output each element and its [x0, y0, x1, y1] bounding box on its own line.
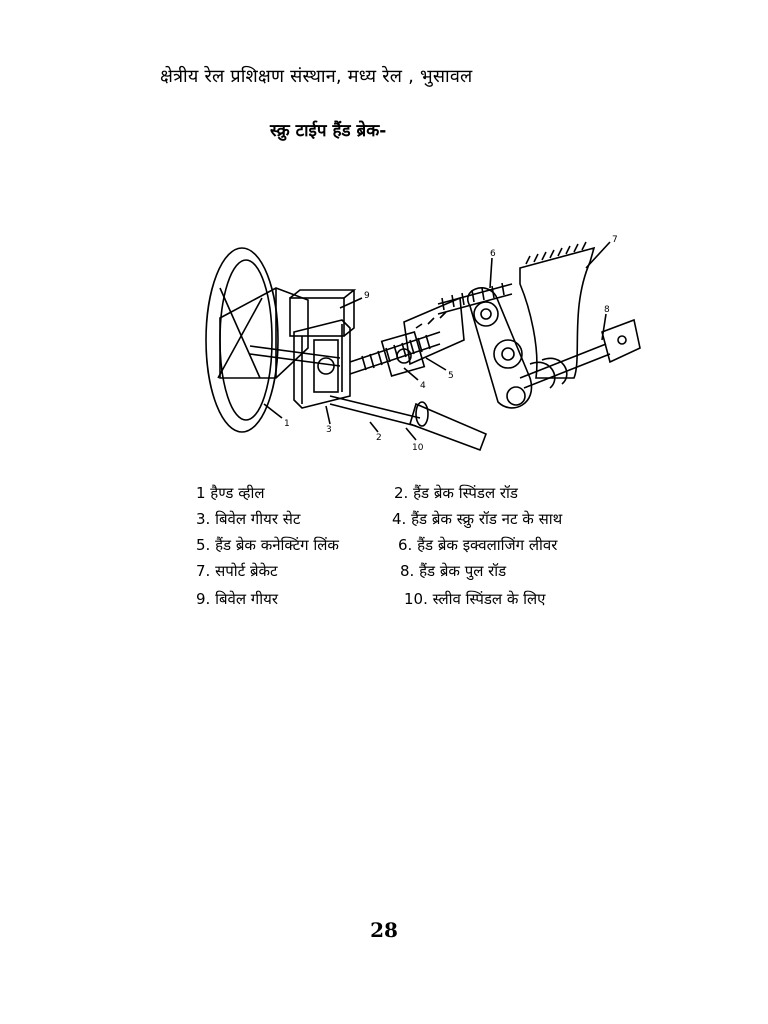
callout-7: 7	[612, 235, 618, 245]
callout-leader	[406, 428, 416, 440]
callout-9: 9	[364, 291, 370, 301]
hand-brake-illustration	[190, 228, 650, 456]
legend-item: 1 हैण्ड व्हील	[196, 484, 265, 502]
section-title: स्क्रु टाईप हैंड ब्रेक-	[270, 121, 387, 141]
legend-row	[196, 480, 636, 506]
callout-2: 2	[376, 433, 382, 443]
callout-3: 3	[326, 425, 332, 435]
connecting-link	[404, 298, 464, 364]
hand-brake-diagram	[190, 228, 650, 456]
wheel-spindle	[250, 346, 340, 366]
callout-leader	[602, 314, 606, 340]
callout-1: 1	[284, 419, 290, 429]
callout-6: 6	[490, 249, 496, 259]
callout-8: 8	[604, 305, 610, 315]
callout-leader	[586, 242, 610, 268]
callout-leader	[264, 404, 282, 418]
callout-5: 5	[448, 371, 454, 381]
institute-header: क्षेत्रीय रेल प्रशिक्षण संस्थान, मध्य रेल , भुसावल	[160, 66, 473, 87]
legend-row	[196, 506, 636, 532]
callout-leader	[326, 406, 330, 424]
legend-item: 5. हैंड ब्रेक कनेक्टिंग लिंक	[196, 536, 339, 554]
hand-wheel-inner	[220, 260, 272, 420]
legend-item: 2. हैंड ब्रेक स्पिंडल रॉड	[394, 484, 518, 502]
callout-leader	[370, 422, 378, 432]
legend-item: 8. हैंड ब्रेक पुल रॉड	[400, 562, 507, 580]
callout-10: 10	[412, 443, 424, 453]
legend-row	[196, 586, 636, 612]
spindle-rod-2	[330, 396, 420, 426]
legend-item: 10. स्लीव स्पिंडल के लिए	[404, 590, 546, 608]
legend-row	[196, 532, 636, 558]
callout-leader	[490, 258, 492, 288]
callout-leader	[426, 358, 446, 370]
pull-rod-clevis	[602, 320, 640, 362]
legend-row	[196, 558, 636, 584]
legend-item: 6. हैंड ब्रेक इक्वलाजिंग लीवर	[398, 536, 558, 554]
legend-item: 4. हैंड ब्रेक स्क्रु रॉड नट के साथ	[392, 510, 563, 528]
hand-wheel-rim	[206, 248, 278, 432]
parts-legend	[196, 480, 636, 612]
callout-4: 4	[420, 381, 426, 391]
legend-item: 3. बिवेल गीयर सेट	[196, 510, 301, 528]
support-bracket-7	[520, 248, 594, 378]
legend-item: 7. सपोर्ट ब्रेकेट	[196, 562, 278, 580]
legend-item: 9. बिवेल गीयर	[196, 590, 278, 608]
page-number: 28	[370, 918, 398, 942]
